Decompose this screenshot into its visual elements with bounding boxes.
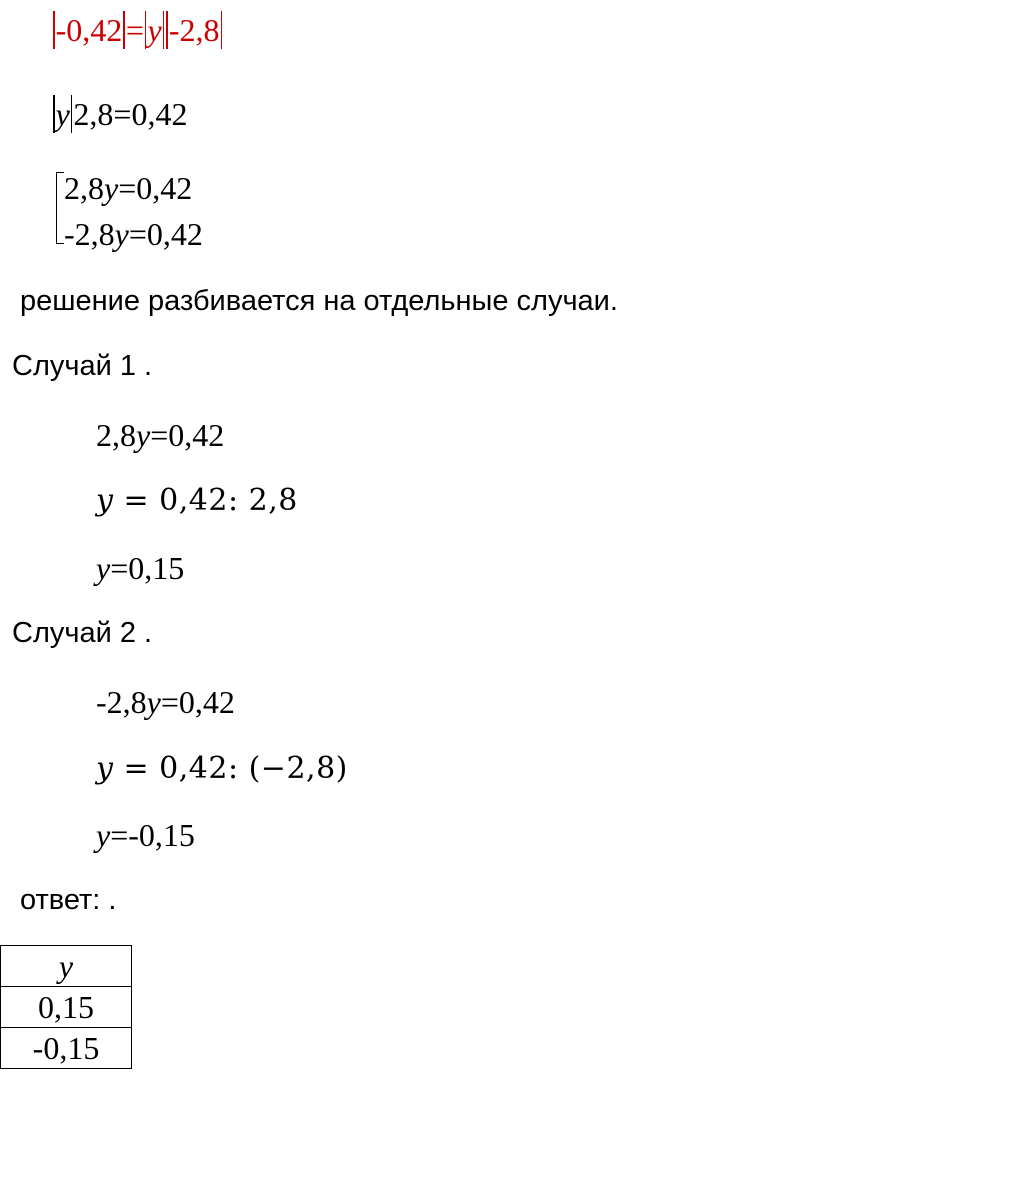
- abs-bar-open: [53, 95, 55, 133]
- abs-right-value: -2,8: [168, 12, 220, 48]
- coefficient: 2,8: [64, 170, 104, 206]
- table-row: [1, 987, 132, 1028]
- case-2-step-2: [96, 751, 348, 786]
- case-2-step-3: [96, 819, 195, 851]
- case-1-step-1: [96, 419, 224, 451]
- variable-y: y: [104, 170, 119, 206]
- answer-label: ответ: .: [20, 884, 117, 916]
- table-header-row: [1, 946, 132, 987]
- case-2-step-1: [96, 686, 235, 718]
- right-hand-side: =0,42: [113, 96, 188, 132]
- result-value: =0,15: [110, 550, 185, 586]
- abs-bar-close: [163, 11, 165, 49]
- equation-system: [52, 166, 272, 250]
- variable-y: y: [147, 12, 162, 48]
- abs-bar-open: [145, 11, 147, 49]
- variable-y: y: [96, 550, 111, 586]
- division-expression: = 0,42: 2,8: [113, 483, 298, 518]
- right-hand-side: =0,42: [128, 216, 203, 252]
- case-1-title: Случай 1 .: [12, 350, 153, 382]
- coefficient: -2,8: [64, 216, 115, 252]
- right-hand-side: =0,42: [118, 170, 193, 206]
- abs-bar-close: [71, 95, 73, 133]
- system-row-1: [64, 172, 192, 204]
- right-hand-side: =0,42: [150, 417, 225, 453]
- system-bracket: [56, 172, 64, 244]
- result-value: =-0,15: [110, 817, 195, 853]
- abs-bar-close: [123, 11, 125, 49]
- table-cell: 0,15: [1, 987, 132, 1028]
- variable-y: y: [136, 417, 151, 453]
- table-cell: -0,15: [1, 1028, 132, 1069]
- coefficient: 2,8: [73, 96, 114, 132]
- abs-bar-open: [166, 11, 168, 49]
- table-header-cell: y: [1, 946, 132, 987]
- abs-equation: [52, 14, 223, 53]
- equals-sign: =: [125, 12, 144, 48]
- variable-y: y: [114, 216, 129, 252]
- abs-left-value: -0,42: [55, 12, 123, 48]
- abs-bar-open: [53, 11, 55, 49]
- coefficient: 2,8: [96, 417, 136, 453]
- case-1-step-3: [96, 552, 184, 584]
- case-2-title: Случай 2 .: [12, 617, 153, 649]
- system-row-2: [64, 218, 203, 250]
- table-row: [1, 1028, 132, 1069]
- variable-y: y: [96, 483, 114, 518]
- answer-table: [0, 945, 132, 1069]
- abs-simplified-equation: [52, 98, 187, 137]
- variable-y: y: [146, 684, 161, 720]
- coefficient: -2,8: [96, 684, 147, 720]
- abs-bar-close: [221, 11, 223, 49]
- right-hand-side: =0,42: [160, 684, 235, 720]
- variable-y: y: [55, 96, 70, 132]
- division-expression: = 0,42: (−2,8): [113, 751, 348, 786]
- intro-text: решение разбивается на отдельные случаи.: [20, 285, 618, 317]
- variable-y: y: [96, 817, 111, 853]
- case-1-step-2: [96, 483, 298, 518]
- variable-y: y: [96, 751, 114, 786]
